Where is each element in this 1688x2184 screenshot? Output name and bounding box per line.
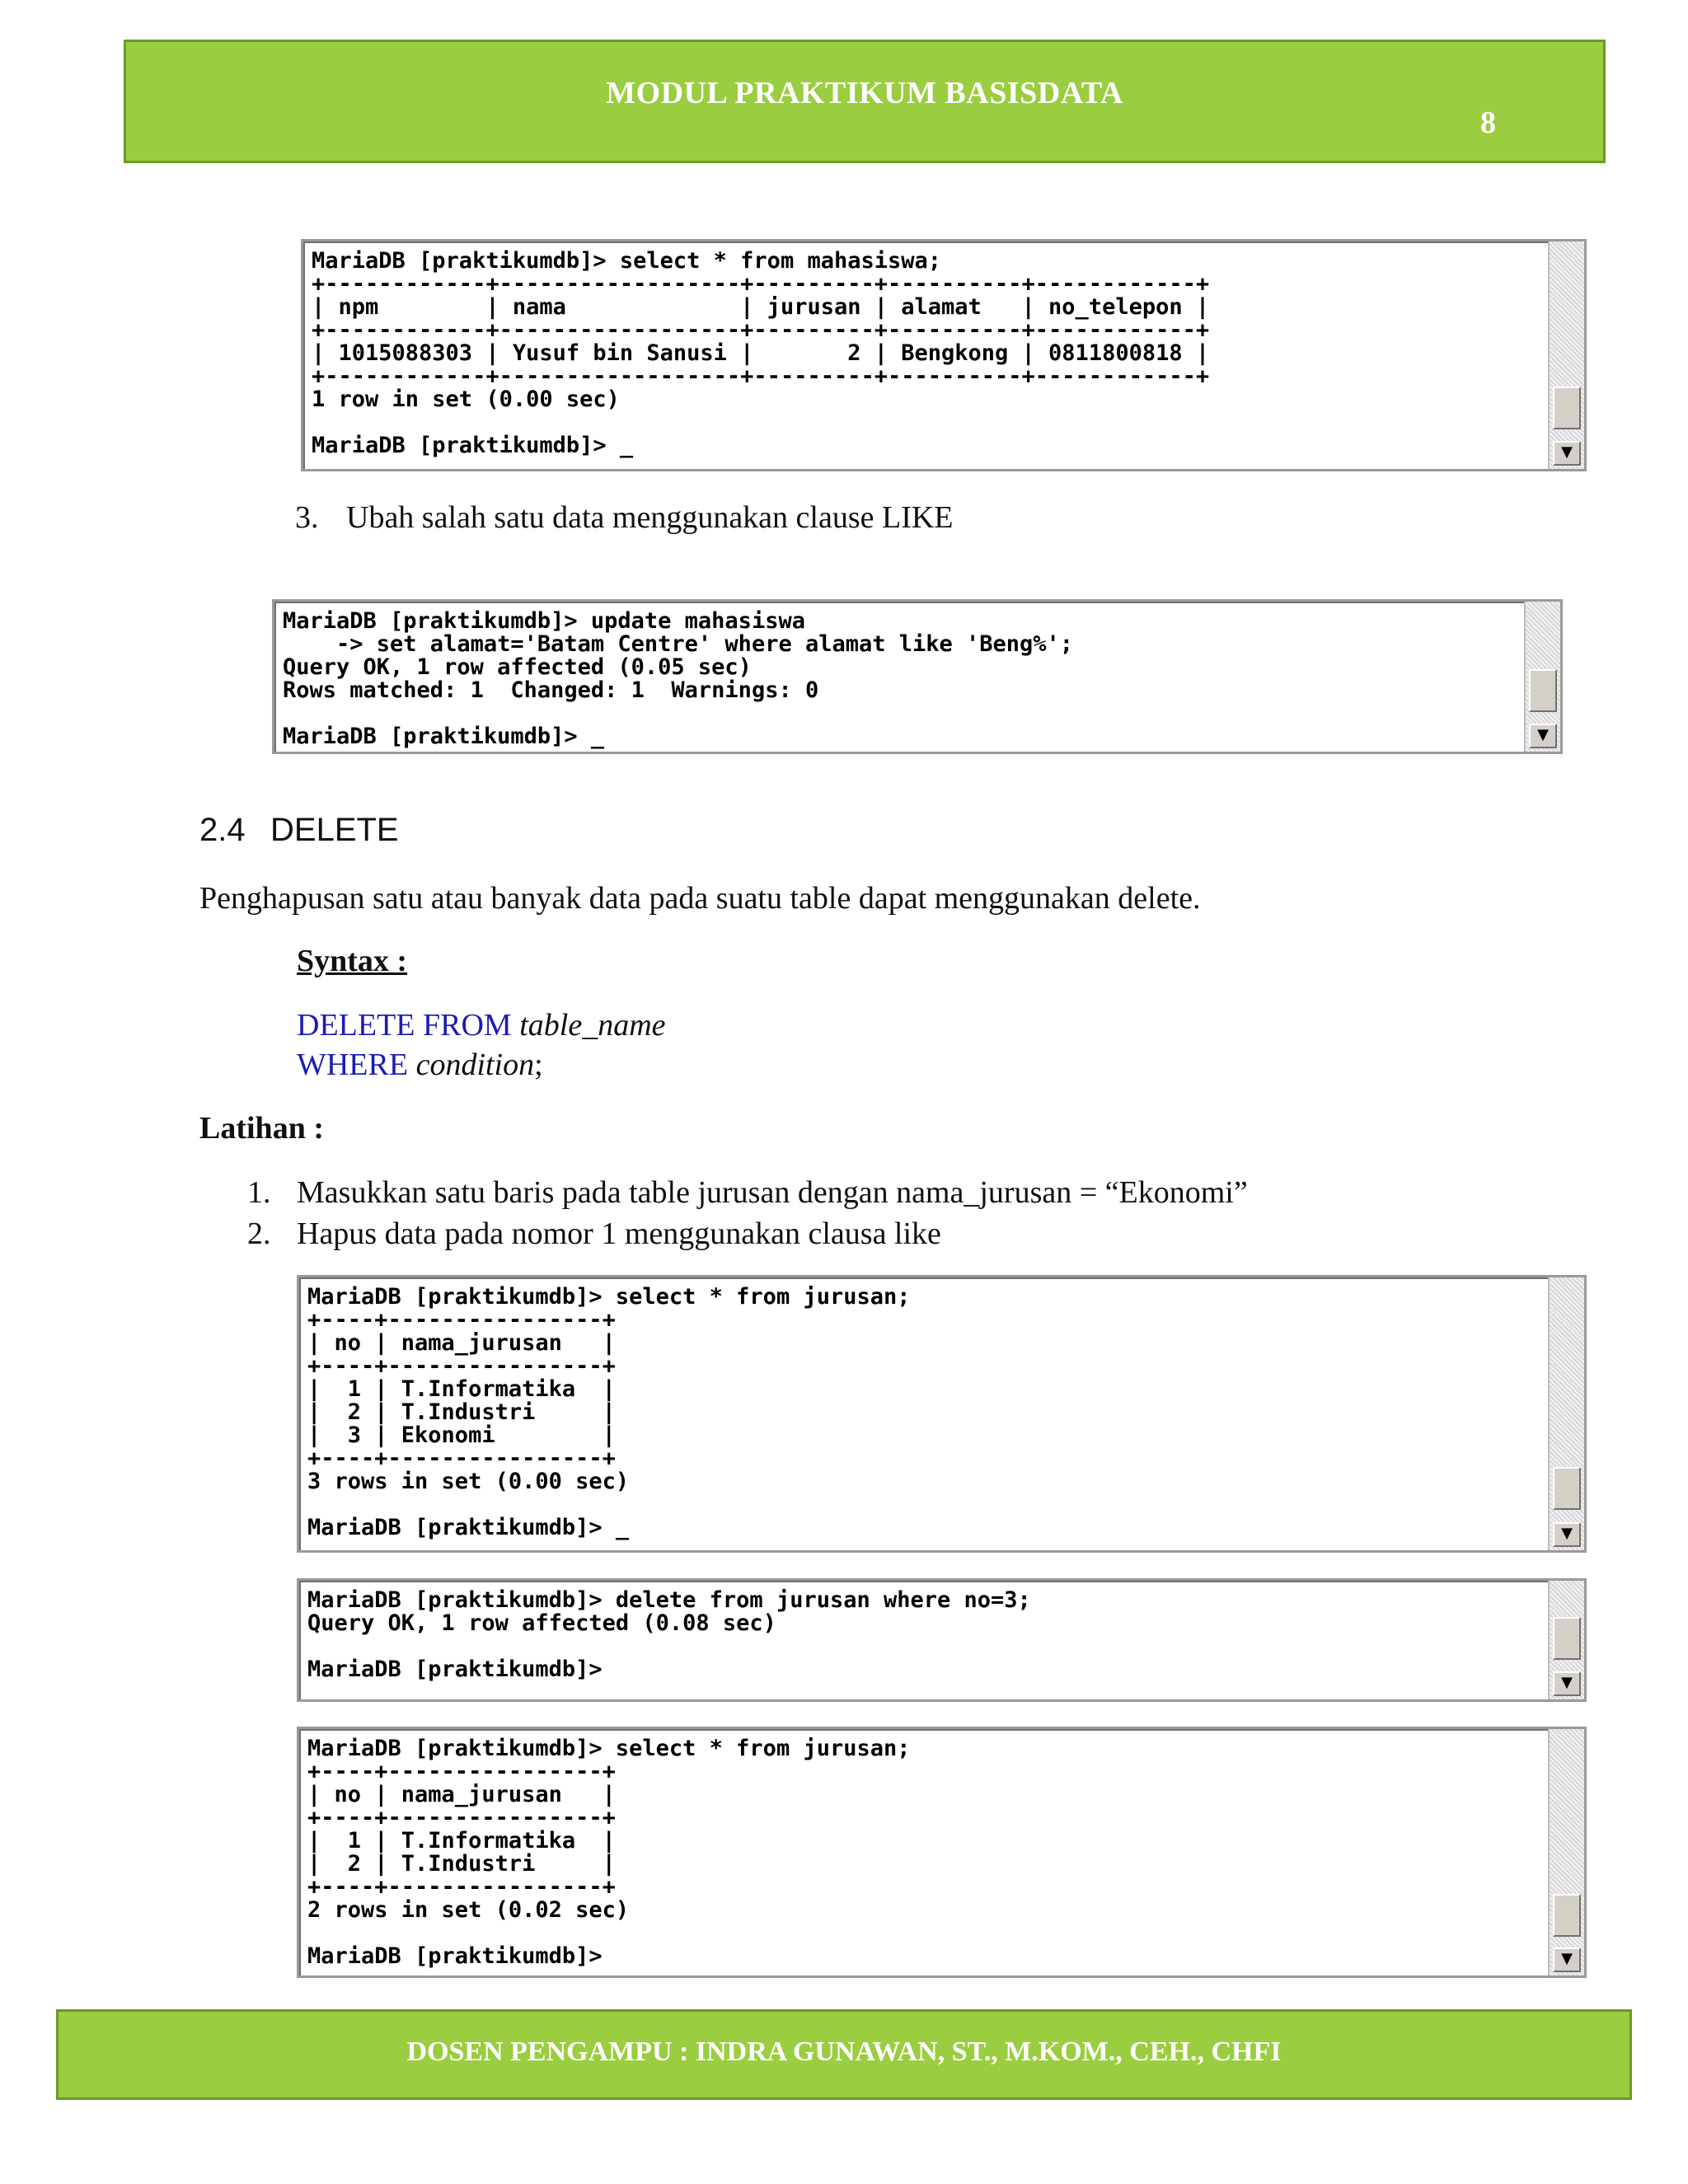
scroll-thumb[interactable]	[1529, 669, 1557, 712]
terminal-output: MariaDB [praktikumdb]> select * from mahasiswa; +------------+------------------+---------+----------+------------+ | npm | nama | jurusan | alamat | no_telepon | +------------+------------------+---------+----------+------------+ | 1015088303 | Yusuf bin Sanusi | 2 | Bengkong | 0811800818 | +------------+------------------+---------+----------+------------+ 1 row in set (0.00 sec) MariaDB [praktikumdb]> _	[312, 248, 1210, 458]
syntax-keyword: WHERE	[297, 1047, 409, 1082]
page-footer	[56, 2009, 1632, 2100]
scroll-thumb[interactable]	[1553, 1894, 1581, 1937]
terminal-scrollbar[interactable]	[1548, 241, 1584, 469]
scroll-down-arrow-icon[interactable]: ▼	[1553, 1947, 1581, 1972]
latihan-item-1-text: Masukkan satu baris pada table jurusan dengan nama_jurusan = “Ekonomi”	[297, 1175, 1248, 1210]
syntax-line-2	[297, 1045, 543, 1085]
scroll-down-arrow-icon[interactable]: ▼	[1529, 724, 1557, 748]
section-intro: Penghapusan satu atau banyak data pada suatu table dapat menggunakan delete.	[199, 881, 1201, 916]
latihan-item-1-number: 1.	[247, 1175, 271, 1210]
latihan-item-2-text: Hapus data pada nomor 1 menggunakan clausa like	[297, 1216, 941, 1251]
terminal-delete-jurusan	[297, 1578, 1587, 1702]
terminal-select-mahasiswa	[301, 239, 1587, 471]
terminal-output: MariaDB [praktikumdb]> select * from jurusan; +----+----------------+ | no | nama_jurusan | +----+----------------+ | 1 | T.Informatika | | 2 | T.Industri | | 3 | Ekonomi | +----+----------------+ 3 rows in set (0.00 sec) MariaDB [praktikumdb]> _	[307, 1284, 911, 1540]
page-header	[124, 40, 1606, 163]
terminal-scrollbar[interactable]	[1524, 602, 1560, 752]
scroll-down-arrow-icon[interactable]: ▼	[1553, 441, 1581, 466]
scroll-thumb[interactable]	[1553, 387, 1581, 429]
latihan-item-2-number: 2.	[247, 1216, 271, 1251]
terminal-output: MariaDB [praktikumdb]> select * from jurusan; +----+----------------+ | no | nama_jurusan | +----+----------------+ | 1 | T.Informatika | | 2 | T.Industri | +----+----------------+ 2 rows in set (0.02 sec) MariaDB [praktikumdb]>	[307, 1736, 911, 1969]
scroll-down-arrow-icon[interactable]: ▼	[1553, 1522, 1581, 1547]
header-title: MODUL PRAKTIKUM BASISDATA	[606, 76, 1123, 110]
footer-text: DOSEN PENGAMPU : INDRA GUNAWAN, ST., M.KOM., CEH., CHFI	[406, 2036, 1282, 2067]
scroll-down-arrow-icon[interactable]: ▼	[1553, 1671, 1581, 1696]
terminal-output: MariaDB [praktikumdb]> delete from jurusan where no=3; Query OK, 1 row affected (0.08 sec) MariaDB [praktikumdb]>	[307, 1587, 1031, 1682]
section-number: 2.4	[199, 812, 246, 848]
terminal-select-jurusan-after	[297, 1727, 1587, 1978]
section-title: DELETE	[270, 812, 399, 848]
terminal-scrollbar[interactable]	[1548, 1729, 1584, 1975]
step-3-number: 3.	[295, 500, 319, 535]
syntax-argument: table_name	[519, 1008, 666, 1043]
scroll-thumb[interactable]	[1553, 1617, 1581, 1660]
terminal-output: MariaDB [praktikumdb]> update mahasiswa -> set alamat='Batam Centre' where alamat like 'Beng%'; Query OK, 1 row affected (0.05 sec) Rows matched: 1 Changed: 1 Warnings: 0 MariaDB [praktikumdb]> _	[283, 608, 1074, 749]
syntax-argument: condition	[415, 1047, 535, 1082]
latihan-label: Latihan :	[199, 1111, 324, 1146]
terminal-scrollbar[interactable]	[1548, 1581, 1584, 1699]
syntax-terminator: ;	[534, 1047, 543, 1082]
terminal-scrollbar[interactable]	[1548, 1277, 1584, 1550]
page-number: 8	[1480, 105, 1496, 140]
step-3-text: Ubah salah satu data menggunakan clause LIKE	[346, 500, 954, 535]
scroll-thumb[interactable]	[1553, 1467, 1581, 1510]
syntax-label: Syntax :	[297, 944, 408, 978]
terminal-select-jurusan-before	[297, 1275, 1587, 1553]
syntax-line-1	[297, 1005, 666, 1045]
terminal-update-like	[272, 599, 1563, 754]
syntax-keyword: DELETE FROM	[297, 1008, 512, 1043]
